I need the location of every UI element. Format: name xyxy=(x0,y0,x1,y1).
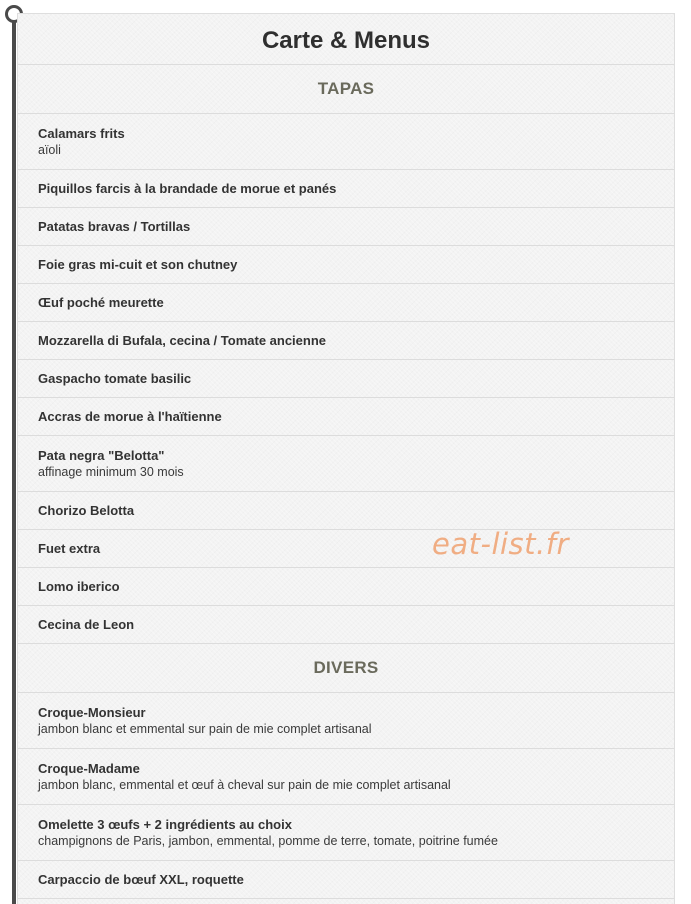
menu-item-name: Calamars frits xyxy=(38,125,125,141)
menu-item-name: Piquillos farcis à la brandade de morue et panés xyxy=(38,181,337,196)
menu-item-name: Fuet extra xyxy=(38,541,101,556)
menu-panel xyxy=(17,13,675,904)
menu-item xyxy=(18,568,674,606)
menu-item-name: Patatas bravas / Tortillas xyxy=(38,219,191,234)
menu-item xyxy=(18,170,674,208)
menu-item xyxy=(18,360,674,398)
menu-item xyxy=(18,322,674,360)
menu-item-description: champignons de Paris, jambon, emmental, pomme de terre, tomate, poitrine fumée xyxy=(38,833,498,848)
menu-item-name: Chorizo Belotta xyxy=(38,503,135,518)
menu-item-name: Œuf poché meurette xyxy=(38,295,164,310)
menu-item xyxy=(18,436,674,492)
menu-item-name: Omelette 3 œufs + 2 ingrédients au choix xyxy=(38,816,292,832)
menu-item-name: Accras de morue à l'haïtienne xyxy=(38,409,222,424)
menu-item-name: Croque-Monsieur xyxy=(38,704,146,720)
menu-item-name: Pata negra "Belotta" xyxy=(38,447,165,463)
menu-item xyxy=(18,530,674,568)
menu-item-description: affinage minimum 30 mois xyxy=(38,464,184,479)
menu-item xyxy=(18,208,674,246)
watermark: eat-list.fr xyxy=(432,527,569,561)
menu-item-name: Mozzarella di Bufala, cecina / Tomate ancienne xyxy=(38,333,327,348)
menu-item xyxy=(18,114,674,170)
menu-item-description: jambon blanc, emmental et œuf à cheval sur pain de mie complet artisanal xyxy=(38,777,451,792)
menu-item-name: Gaspacho tomate basilic xyxy=(38,371,192,386)
menu-item xyxy=(18,693,674,749)
section-heading: TAPAS xyxy=(18,65,674,114)
page-title: Carte & Menus xyxy=(18,14,674,65)
menu-item-name: Cecina de Leon xyxy=(38,617,135,632)
menu-item-description: aïoli xyxy=(38,142,61,157)
menu-item xyxy=(18,246,674,284)
menu-item xyxy=(18,398,674,436)
menu-item-name: Croque-Madame xyxy=(38,760,140,776)
menu-item-name: Carpaccio de bœuf XXL, roquette xyxy=(38,872,244,887)
section-heading: DIVERS xyxy=(18,644,674,693)
menu-item-name: Lomo iberico xyxy=(38,579,120,594)
menu-item-name: Foie gras mi-cuit et son chutney xyxy=(38,257,238,272)
menu-sections xyxy=(18,65,674,899)
menu-item xyxy=(18,284,674,322)
menu-item xyxy=(18,861,674,899)
menu-item xyxy=(18,805,674,861)
menu-item xyxy=(18,492,674,530)
menu-item xyxy=(18,606,674,644)
menu-item-description: jambon blanc et emmental sur pain de mie complet artisanal xyxy=(38,721,372,736)
menu-item xyxy=(18,749,674,805)
timeline-rail xyxy=(12,19,16,904)
